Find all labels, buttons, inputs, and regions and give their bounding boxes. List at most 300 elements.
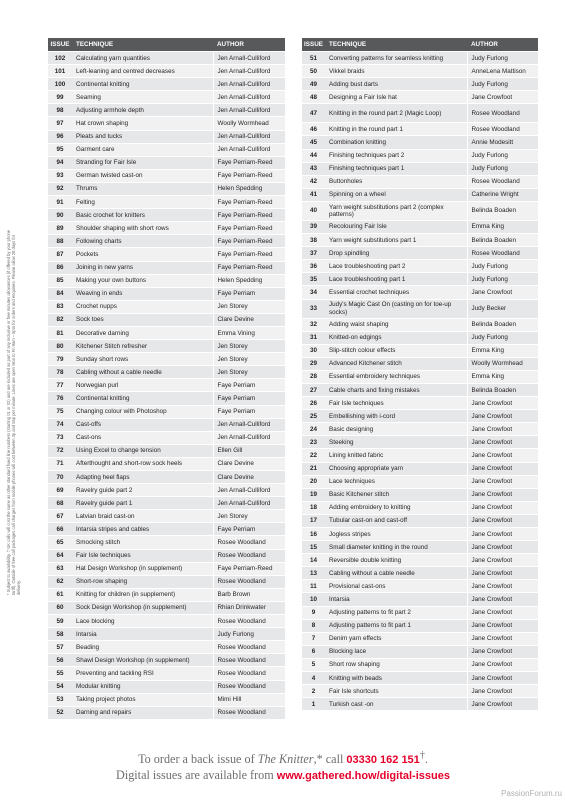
table-row [302, 475, 538, 488]
issue-number: 101 [48, 65, 72, 78]
table-row [302, 299, 538, 318]
issue-number: 53 [48, 693, 72, 706]
author-name: Emma King [467, 370, 538, 383]
issue-column-header: ISSUE [48, 38, 72, 52]
table-row [48, 588, 285, 601]
issue-number: 45 [302, 136, 325, 149]
issue-number: 36 [302, 260, 325, 273]
author-name: Judy Furlong [467, 149, 538, 162]
author-name: Jane Crowfoot [467, 91, 538, 104]
table-row [302, 397, 538, 410]
technique-name: Reversible double knitting [325, 554, 467, 567]
issue-number: 82 [48, 313, 72, 326]
author-name: Clare Devine [213, 471, 285, 484]
technique-name: Lace troubleshooting part 2 [325, 260, 467, 273]
author-name: Jen Arnall-Culliford [213, 104, 285, 117]
issue-number: 51 [302, 52, 325, 65]
author-name: Faye Perriam-Reed [213, 209, 285, 222]
issue-number: 35 [302, 273, 325, 286]
issue-number: 91 [48, 196, 72, 209]
issue-number: 58 [48, 628, 72, 641]
issue-number: 70 [48, 471, 72, 484]
table-row [302, 344, 538, 357]
technique-name: Hat Design Workshop (in supplement) [72, 562, 213, 575]
technique-name: Short row shaping [325, 658, 467, 671]
author-name: Rosee Woodland [213, 654, 285, 667]
technique-name: Afterthought and short-row sock heels [72, 457, 213, 470]
issue-number: 67 [48, 510, 72, 523]
table-row [48, 91, 285, 104]
technique-name: Converting patterns for seamless knitting [325, 52, 467, 65]
order-text-end: . [424, 752, 428, 767]
issue-number: 94 [48, 156, 72, 169]
issue-number: 27 [302, 383, 325, 396]
technique-name: Taking project photos [72, 693, 213, 706]
table-row [302, 383, 538, 396]
issue-number: 38 [302, 234, 325, 247]
table-row [302, 286, 538, 299]
author-name: Jen Arnall-Culliford [213, 130, 285, 143]
author-name: Jane Crowfoot [467, 580, 538, 593]
table-row [48, 601, 285, 614]
issue-number: 23 [302, 436, 325, 449]
issue-number: 29 [302, 357, 325, 370]
author-name: Emma King [467, 344, 538, 357]
author-name: Belinda Boaden [467, 201, 538, 220]
issue-number: 46 [302, 123, 325, 136]
issue-number: 31 [302, 331, 325, 344]
technique-name: Ravelry guide part 2 [72, 484, 213, 497]
issue-number: 40 [302, 201, 325, 220]
table-row [48, 52, 285, 65]
site-watermark: PassionForum.ru [501, 789, 562, 798]
author-name: Emma Vining [213, 326, 285, 339]
issue-number: 92 [48, 182, 72, 195]
table-row [302, 410, 538, 423]
table-row [48, 484, 285, 497]
author-name: Faye Perriam-Reed [213, 562, 285, 575]
author-name: Jane Crowfoot [467, 397, 538, 410]
issue-number: 68 [48, 497, 72, 510]
technique-name: Cabling without a cable needle [72, 366, 213, 379]
issue-number: 34 [302, 286, 325, 299]
technique-name: Jogless stripes [325, 528, 467, 541]
technique-name: Steeking [325, 436, 467, 449]
issue-number: 88 [48, 235, 72, 248]
table-row [302, 501, 538, 514]
author-name: Jane Crowfoot [467, 541, 538, 554]
table-row [302, 65, 538, 78]
author-name: Rosee Woodland [467, 175, 538, 188]
author-name: Jane Crowfoot [467, 685, 538, 698]
table-row [48, 549, 285, 562]
table-row [48, 182, 285, 195]
table-row [48, 313, 285, 326]
technique-name: Yarn weight substitutions part 1 [325, 234, 467, 247]
author-name: Faye Perriam-Reed [213, 222, 285, 235]
technique-name: Basic designing [325, 423, 467, 436]
issue-number: 48 [302, 91, 325, 104]
table-row [302, 247, 538, 260]
technique-name: Cabling without a cable needle [325, 567, 467, 580]
author-name: Barb Brown [213, 588, 285, 601]
issue-number: 28 [302, 370, 325, 383]
author-name: Jane Crowfoot [467, 286, 538, 299]
issue-number: 20 [302, 475, 325, 488]
technique-name: Cable charts and fixing mistakes [325, 383, 467, 396]
terms-footnote: * Subject to availability. † UK calls will cost the same as other standard fixed line numbers (starting 01 or 02) and are included as part of any inclusive or free minutes allowances (if offered by your phone tariff). Outside of free call packages call charges from mobile phones will cost between 3p and 55p per minute. Lines are open Mon to Fri 9am – 5pm for orders and enquiries. Please allow 28 days for delivery. [6, 229, 22, 595]
table-row [48, 117, 285, 130]
issue-number: 22 [302, 449, 325, 462]
issue-number: 56 [48, 654, 72, 667]
issue-number: 24 [302, 423, 325, 436]
technique-name: Norwegian purl [72, 379, 213, 392]
issue-number: 100 [48, 78, 72, 91]
issue-number: 2 [302, 685, 325, 698]
technique-name: Lining knitted fabric [325, 449, 467, 462]
issue-number: 98 [48, 104, 72, 117]
table-row [302, 488, 538, 501]
table-row [48, 693, 285, 706]
technique-name: Small diameter knitting in the round [325, 541, 467, 554]
technique-name: Yarn weight substitutions part 2 (complex patterns) [325, 201, 467, 220]
issue-number: 52 [48, 706, 72, 719]
author-name: Rosee Woodland [213, 667, 285, 680]
author-name: Rosee Woodland [213, 615, 285, 628]
author-name: Jane Crowfoot [467, 632, 538, 645]
author-name: Judy Furlong [467, 331, 538, 344]
technique-name: Smocking stitch [72, 536, 213, 549]
issue-number: 102 [48, 52, 72, 65]
technique-name: Sunday short rows [72, 353, 213, 366]
technique-name: Darning and repairs [72, 706, 213, 719]
issue-number: 55 [48, 667, 72, 680]
technique-name: Tubular cast-on and cast-off [325, 514, 467, 527]
issue-number: 8 [302, 619, 325, 632]
author-name: Jane Crowfoot [467, 514, 538, 527]
table-row [48, 340, 285, 353]
technique-name: Choosing appropriate yarn [325, 462, 467, 475]
technique-name: Kitchener Stitch refresher [72, 340, 213, 353]
table-row [48, 536, 285, 549]
issue-number: 13 [302, 567, 325, 580]
author-name: Jen Storey [213, 300, 285, 313]
table-header-row [48, 38, 285, 52]
table-row [302, 318, 538, 331]
back-issues-table-right [302, 38, 538, 710]
order-footer [0, 748, 566, 784]
table-row [48, 457, 285, 470]
author-name: Jen Storey [213, 353, 285, 366]
phone-number[interactable]: 03330 162 151 [346, 754, 420, 767]
table-row [48, 405, 285, 418]
table-row [302, 672, 538, 685]
author-name: Judy Becker [467, 299, 538, 318]
author-name: Jen Arnall-Culliford [213, 497, 285, 510]
table-row [302, 123, 538, 136]
table-row [48, 235, 285, 248]
author-name: Catherine Wright [467, 188, 538, 201]
table-row [302, 685, 538, 698]
issue-number: 14 [302, 554, 325, 567]
table-row [302, 188, 538, 201]
technique-name: Garment care [72, 143, 213, 156]
table-row [302, 580, 538, 593]
author-name: Judy Furlong [467, 273, 538, 286]
author-name: Helen Spedding [213, 182, 285, 195]
table-row [48, 680, 285, 693]
technique-name: Short-row shaping [72, 575, 213, 588]
technique-name: Thrums [72, 182, 213, 195]
author-name: Faye Perriam [213, 287, 285, 300]
issue-number: 93 [48, 169, 72, 182]
issue-number: 85 [48, 274, 72, 287]
table-row [302, 514, 538, 527]
table-row [48, 654, 285, 667]
author-name: Annie Modesitt [467, 136, 538, 149]
author-name: Faye Perriam-Reed [213, 169, 285, 182]
technique-column-header: TECHNIQUE [72, 38, 213, 52]
digital-issues-link[interactable]: www.gathered.how/digital-issues [276, 770, 450, 783]
technique-name: Finishing techniques part 2 [325, 149, 467, 162]
issue-number: 83 [48, 300, 72, 313]
table-row [302, 201, 538, 220]
technique-name: Knitting with beads [325, 672, 467, 685]
author-name: Helen Spedding [213, 274, 285, 287]
issue-number: 79 [48, 353, 72, 366]
table-row [48, 261, 285, 274]
technique-name: Basic Kitchener stitch [325, 488, 467, 501]
issue-number: 7 [302, 632, 325, 645]
table-row [48, 78, 285, 91]
author-name: Faye Perriam [213, 392, 285, 405]
issue-number: 80 [48, 340, 72, 353]
table-row [302, 449, 538, 462]
technique-name: Adding embroidery to knitting [325, 501, 467, 514]
author-name: Rosee Woodland [213, 549, 285, 562]
table-row [48, 222, 285, 235]
issue-number: 37 [302, 247, 325, 260]
author-name: Jen Arnall-Culliford [213, 52, 285, 65]
author-name: Jen Arnall-Culliford [213, 78, 285, 91]
author-name: Clare Devine [213, 457, 285, 470]
author-name: Jane Crowfoot [467, 672, 538, 685]
technique-name: Advanced Kitchener stitch [325, 357, 467, 370]
technique-name: Calculating yarn quantities [72, 52, 213, 65]
technique-name: Lace troubleshooting part 1 [325, 273, 467, 286]
technique-name: Essential embroidery techniques [325, 370, 467, 383]
table-row [48, 497, 285, 510]
author-name: Rosee Woodland [213, 575, 285, 588]
issue-number: 69 [48, 484, 72, 497]
table-row [302, 462, 538, 475]
issue-number: 16 [302, 528, 325, 541]
technique-name: Adding waist shaping [325, 318, 467, 331]
technique-name: Provisional cast-ons [325, 580, 467, 593]
technique-name: Crochet nupps [72, 300, 213, 313]
technique-name: Felting [72, 196, 213, 209]
issue-number: 62 [48, 575, 72, 588]
technique-name: Basic crochet for knitters [72, 209, 213, 222]
author-name: Faye Perriam-Reed [213, 248, 285, 261]
phone-footnote-mark: † [419, 750, 425, 761]
technique-name: Lace blocking [72, 615, 213, 628]
digital-text: Digital issues are available from [116, 768, 277, 783]
author-name: Rosee Woodland [213, 680, 285, 693]
table-row [48, 641, 285, 654]
author-name: Rosee Woodland [213, 536, 285, 549]
author-name: Jane Crowfoot [467, 436, 538, 449]
table-row [302, 273, 538, 286]
issue-number: 15 [302, 541, 325, 554]
technique-name: Knitting in the round part 2 (Magic Loop) [325, 104, 467, 123]
technique-name: Intarsia stripes and cables [72, 523, 213, 536]
issue-number: 47 [302, 104, 325, 123]
author-name: Rosee Woodland [213, 706, 285, 719]
author-name: Judy Furlong [213, 628, 285, 641]
technique-name: Seaming [72, 91, 213, 104]
author-column-header: AUTHOR [467, 38, 538, 52]
technique-name: Weaving in ends [72, 287, 213, 300]
technique-name: Blocking lace [325, 645, 467, 658]
author-name: Rosee Woodland [213, 641, 285, 654]
issue-number: 41 [302, 188, 325, 201]
table-row [302, 78, 538, 91]
author-name: Rosee Woodland [467, 104, 538, 123]
table-row [302, 149, 538, 162]
issue-number: 97 [48, 117, 72, 130]
issue-number: 60 [48, 601, 72, 614]
table-row [48, 575, 285, 588]
table-row [302, 370, 538, 383]
author-name: Faye Perriam [213, 405, 285, 418]
technique-name: Knitted-on edgings [325, 331, 467, 344]
issue-number: 44 [302, 149, 325, 162]
author-name: Jen Storey [213, 340, 285, 353]
author-name: Jane Crowfoot [467, 423, 538, 436]
technique-name: Judy's Magic Cast On (casting on for toe-up socks) [325, 299, 467, 318]
author-name: Jane Crowfoot [467, 567, 538, 580]
author-name: Rosee Woodland [467, 247, 538, 260]
table-row [302, 645, 538, 658]
author-name: Faye Perriam-Reed [213, 235, 285, 248]
technique-name: Intarsia [72, 628, 213, 641]
table-row [48, 274, 285, 287]
issue-number: 50 [302, 65, 325, 78]
technique-name: Joining in new yarns [72, 261, 213, 274]
technique-name: Continental knitting [72, 392, 213, 405]
author-name: Clare Devine [213, 313, 285, 326]
author-name: Rhian Drinkwater [213, 601, 285, 614]
issue-number: 26 [302, 397, 325, 410]
author-name: Woolly Wormhead [467, 357, 538, 370]
issue-number: 32 [302, 318, 325, 331]
magazine-name: The Knitter [257, 752, 314, 767]
technique-name: Making your own buttons [72, 274, 213, 287]
issue-number: 99 [48, 91, 72, 104]
table-row [48, 366, 285, 379]
technique-name: Slip-stitch colour effects [325, 344, 467, 357]
technique-name: Latvian braid cast-on [72, 510, 213, 523]
issue-number: 19 [302, 488, 325, 501]
table-row [302, 554, 538, 567]
issue-number: 96 [48, 130, 72, 143]
issue-number: 75 [48, 405, 72, 418]
technique-name: Left-leaning and centred decreases [72, 65, 213, 78]
author-name: Rosee Woodland [467, 123, 538, 136]
table-row [302, 234, 538, 247]
issue-number: 71 [48, 457, 72, 470]
author-name: Faye Perriam-Reed [213, 196, 285, 209]
technique-name: Sock Design Workshop (in supplement) [72, 601, 213, 614]
author-name: Judy Furlong [467, 260, 538, 273]
author-name: Jane Crowfoot [467, 488, 538, 501]
table-row [48, 287, 285, 300]
table-row [302, 331, 538, 344]
issue-number: 84 [48, 287, 72, 300]
table-row [302, 698, 538, 711]
issue-number: 59 [48, 615, 72, 628]
table-row [48, 209, 285, 222]
issue-number: 87 [48, 248, 72, 261]
table-row [48, 379, 285, 392]
issue-number: 90 [48, 209, 72, 222]
technique-name: Adjusting armhole depth [72, 104, 213, 117]
author-name: Judy Furlong [467, 162, 538, 175]
table-row [48, 169, 285, 182]
author-name: Judy Furlong [467, 52, 538, 65]
issue-number: 73 [48, 431, 72, 444]
author-column-header: AUTHOR [213, 38, 285, 52]
table-row [302, 593, 538, 606]
issue-number: 1 [302, 698, 325, 711]
technique-name: Turkish cast -on [325, 698, 467, 711]
technique-name: Denim yarn effects [325, 632, 467, 645]
author-name: Jen Arnall-Culliford [213, 143, 285, 156]
table-row [48, 353, 285, 366]
table-row [48, 471, 285, 484]
author-name: Jane Crowfoot [467, 528, 538, 541]
technique-name: Continental knitting [72, 78, 213, 91]
technique-name: Recolouring Fair Isle [325, 220, 467, 233]
technique-name: Stranding for Fair Isle [72, 156, 213, 169]
author-name: Jane Crowfoot [467, 645, 538, 658]
issue-column-header: ISSUE [302, 38, 325, 52]
author-name: Jane Crowfoot [467, 475, 538, 488]
issue-number: 17 [302, 514, 325, 527]
issue-number: 25 [302, 410, 325, 423]
table-row [48, 562, 285, 575]
issue-number: 65 [48, 536, 72, 549]
technique-name: Following charts [72, 235, 213, 248]
technique-name: Vikkel braids [325, 65, 467, 78]
author-name: Jane Crowfoot [467, 501, 538, 514]
issue-number: 61 [48, 588, 72, 601]
issue-number: 4 [302, 672, 325, 685]
table-row [302, 104, 538, 123]
table-row [302, 423, 538, 436]
issue-number: 49 [302, 78, 325, 91]
table-row [48, 196, 285, 209]
author-name: Jane Crowfoot [467, 554, 538, 567]
table-row [302, 220, 538, 233]
technique-column-header: TECHNIQUE [325, 38, 467, 52]
table-row [302, 357, 538, 370]
table-row [302, 606, 538, 619]
issue-number: 43 [302, 162, 325, 175]
author-name: Jen Storey [213, 510, 285, 523]
table-row [302, 260, 538, 273]
